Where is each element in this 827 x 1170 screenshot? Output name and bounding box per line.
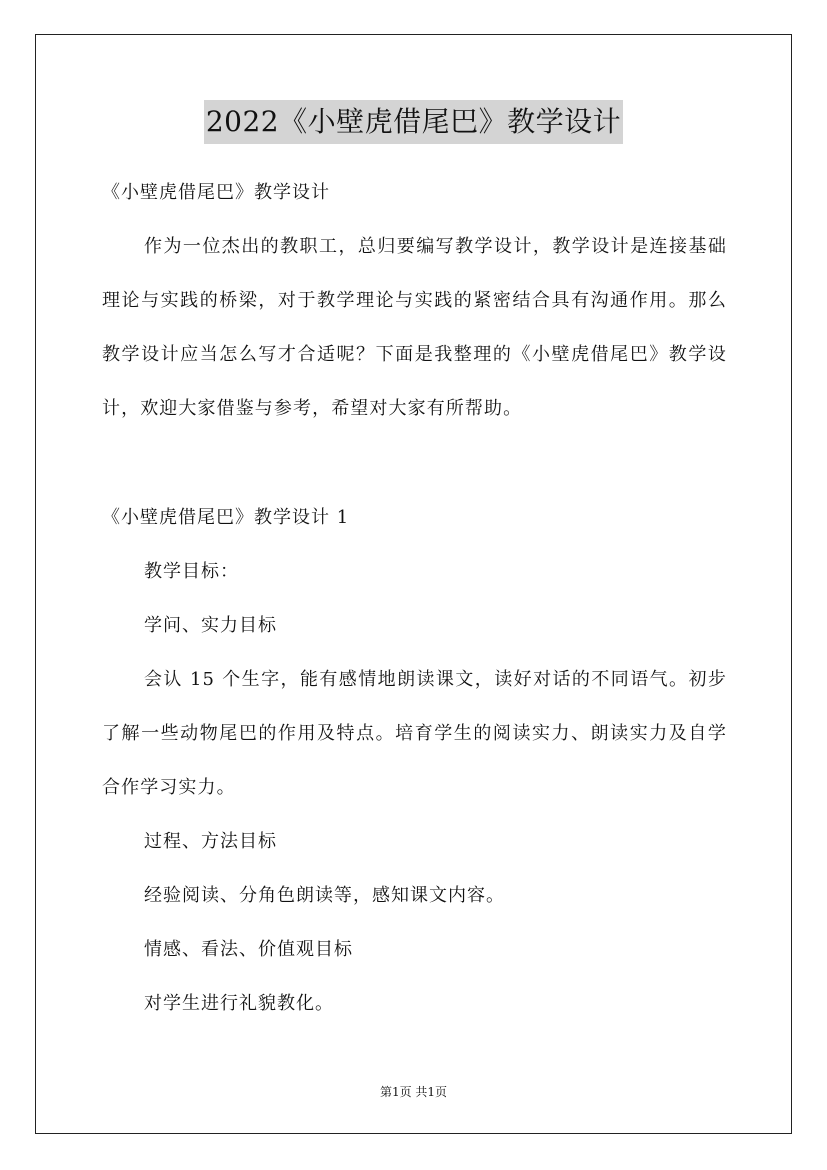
knowledge-goal-label: 学问、实力目标 <box>144 615 277 636</box>
page-footer: 第1页 共1页 <box>379 1085 448 1099</box>
emotion-goal-text: 对学生进行礼貌教化。 <box>144 993 334 1014</box>
knowledge-goal-text: 会认 15 个生字，能有感情地朗读课文，读好对话的不同语气。初步了解一些动物尾巴的作用及特点。培育学生的阅读实力、朗读实力及自学合作学习实力。 <box>102 669 727 798</box>
teaching-goals-label: 教学目标： <box>144 561 239 582</box>
process-goal-label: 过程、方法目标 <box>144 831 277 852</box>
document-title: 2022《小壁虎借尾巴》教学设计 <box>204 100 623 144</box>
document-subtitle: 《小壁虎借尾巴》教学设计 <box>102 182 330 203</box>
title-container <box>0 100 827 144</box>
process-goal-text: 经验阅读、分角色朗读等，感知课文内容。 <box>144 885 505 906</box>
section-heading: 《小壁虎借尾巴》教学设计 1 <box>102 507 350 528</box>
intro-paragraph: 作为一位杰出的教职工，总归要编写教学设计，教学设计是连接基础理论与实践的桥梁，对于教学理论与实践的紧密结合具有沟通作用。那么教学设计应当怎么写才合适呢？下面是我整理的《小壁虎借尾巴》教学设计，欢迎大家借鉴与参考，希望对大家有所帮助。 <box>102 236 727 419</box>
emotion-goal-label: 情感、看法、价值观目标 <box>144 939 353 960</box>
